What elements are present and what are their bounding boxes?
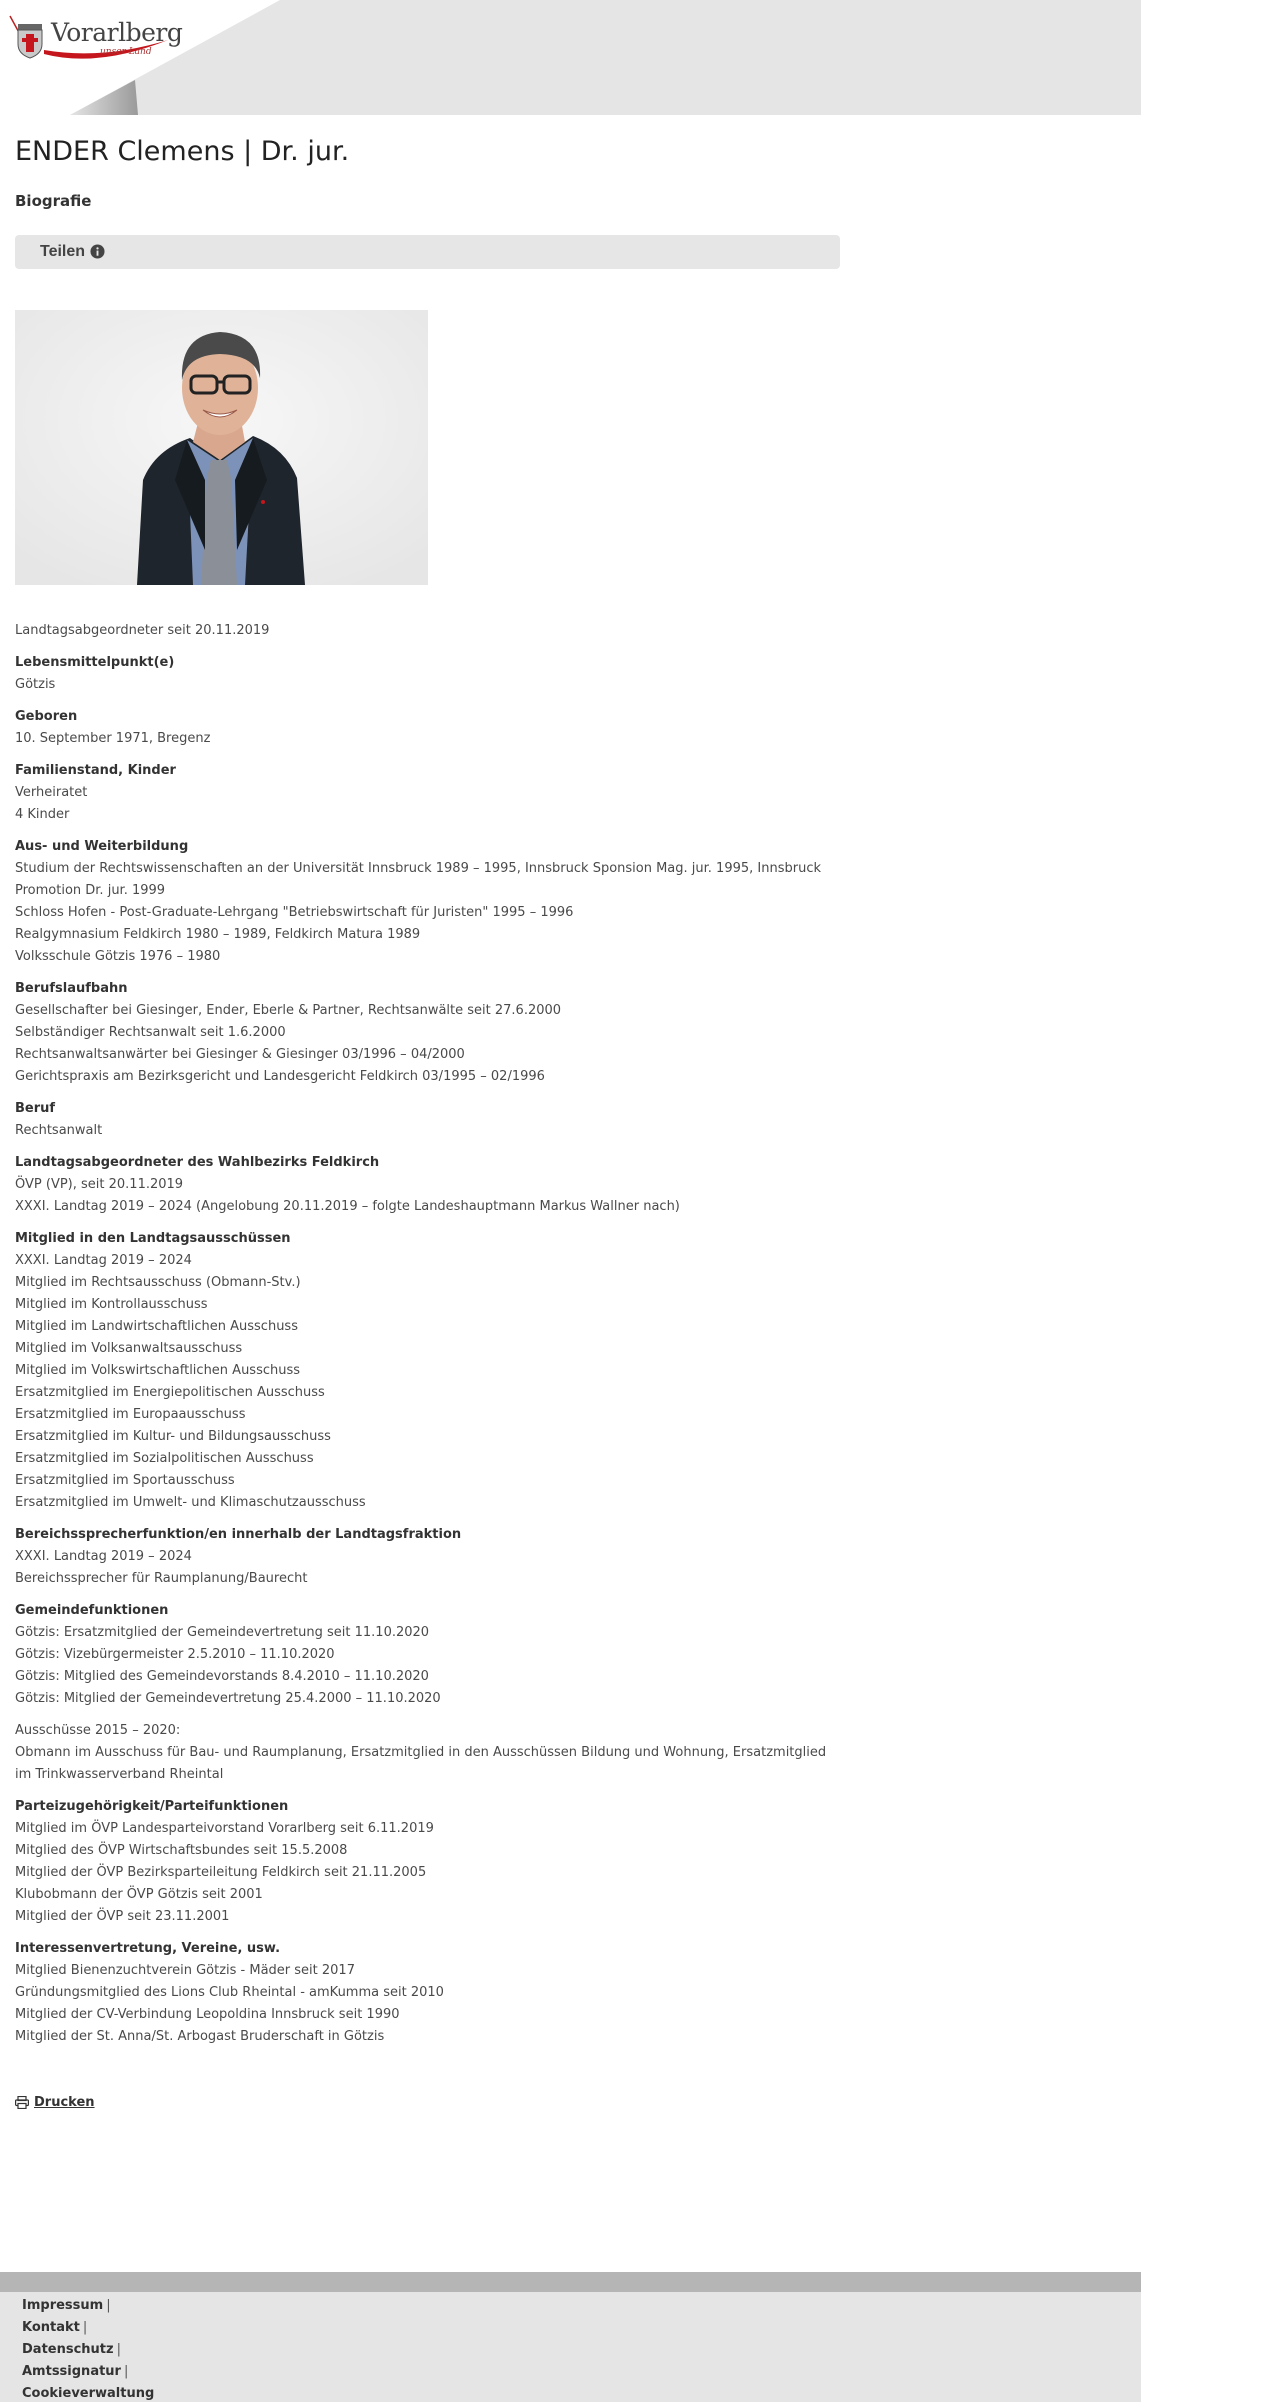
bio-line: Studium der Rechtswissenschaften an der Universität Innsbruck 1989 – 1995, Innsbruck Sponsion Mag. jur. 1995, Innsbruck Promotion Dr. jur. 1999 (15, 861, 822, 898)
bio-section-label: Geboren (15, 709, 78, 724)
footer-link-item (22, 2317, 154, 2339)
bio-line: Selbständiger Rechtsanwalt seit 1.6.2000 (15, 1025, 286, 1040)
bio-line: Ersatzmitglied im Europaausschuss (15, 1407, 246, 1422)
bio-line: Rechtsanwalt (15, 1123, 103, 1138)
biography-sections (15, 652, 845, 2048)
bio-line: Ersatzmitglied im Kultur- und Bildungsausschuss (15, 1429, 331, 1444)
logo-text: Vorarlberg (51, 18, 183, 47)
bio-line: Mitglied im Kontrollausschuss (15, 1297, 208, 1312)
bio-line: 10. September 1971, Bregenz (15, 731, 211, 746)
print-label[interactable]: Drucken (34, 2095, 95, 2110)
page-title: ENDER Clemens | Dr. jur. (15, 136, 350, 167)
footer-links (22, 2295, 154, 2405)
footer-separator: | (116, 2342, 121, 2357)
bio-section-label: Mitglied in den Landtagsausschüssen (15, 1231, 291, 1246)
bio-section (15, 1720, 845, 1786)
portrait-photo (15, 310, 428, 585)
share-bar[interactable] (15, 235, 840, 269)
bio-line: Gründungsmitglied des Lions Club Rheintal - amKumma seit 2010 (15, 1985, 444, 2000)
bio-line: ÖVP (VP), seit 20.11.2019 (15, 1177, 184, 1192)
bio-line: Mitglied im Volkswirtschaftlichen Ausschuss (15, 1363, 301, 1378)
footer-link-cookieverwaltung[interactable]: Cookieverwaltung (22, 2386, 155, 2401)
section-heading: Biografie (15, 192, 92, 210)
site-header (0, 0, 1141, 115)
bio-line: Volksschule Götzis 1976 – 1980 (15, 949, 221, 964)
footer-strip (0, 2272, 1141, 2292)
bio-line: XXXI. Landtag 2019 – 2024 (15, 1549, 192, 1564)
footer-separator: | (106, 2298, 111, 2313)
intro-text: Landtagsabgeordneter seit 20.11.2019 (15, 623, 270, 638)
bio-line: 4 Kinder (15, 807, 70, 822)
site-footer (0, 2292, 1141, 2402)
bio-line: Mitglied im Volksanwaltsausschuss (15, 1341, 243, 1356)
bio-line: Mitglied Bienenzuchtverein Götzis - Mäder seit 2017 (15, 1963, 355, 1978)
bio-section-label: Beruf (15, 1101, 56, 1116)
bio-line: Mitglied des ÖVP Wirtschaftsbundes seit 15.5.2008 (15, 1843, 348, 1858)
footer-link-datenschutz[interactable]: Datenschutz (22, 2342, 114, 2357)
bio-line: Mitglied im Rechtsausschuss (Obmann-Stv.) (15, 1275, 301, 1290)
share-label[interactable]: Teilen (40, 243, 86, 260)
bio-section (15, 1524, 845, 1590)
bio-line: Götzis: Ersatzmitglied der Gemeindevertretung seit 11.10.2020 (15, 1625, 430, 1640)
bio-line: XXXI. Landtag 2019 – 2024 (15, 1253, 192, 1268)
footer-separator: | (123, 2364, 129, 2379)
bio-section (15, 1098, 845, 1142)
bio-section (15, 760, 845, 826)
bio-line: Realgymnasium Feldkirch 1980 – 1989, Feldkirch Matura 1989 (15, 927, 421, 942)
bio-line: Ersatzmitglied im Umwelt- und Klimaschutzausschuss (15, 1495, 366, 1510)
bio-section (15, 1600, 845, 1710)
bio-line: Rechtsanwaltsanwärter bei Giesinger & Giesinger 03/1996 – 04/2000 (15, 1047, 465, 1062)
bio-section (15, 706, 845, 750)
bio-section-label: Bereichssprecherfunktion/en innerhalb der Landtagsfraktion (15, 1527, 462, 1542)
print-link[interactable] (15, 2095, 95, 2110)
bio-line: Obmann im Ausschuss für Bau- und Raumplanung, Ersatzmitglied in den Ausschüssen Bildung und Wohnung, Ersatzmitglied im Trinkwasserverband Rheintal (15, 1745, 827, 1782)
footer-link-kontakt[interactable]: Kontakt (22, 2320, 80, 2335)
bio-line: Mitglied im ÖVP Landesparteivorstand Vorarlberg seit 6.11.2019 (15, 1821, 434, 1836)
bio-line: Verheiratet (15, 785, 88, 800)
bio-section-label: Gemeindefunktionen (15, 1603, 169, 1618)
footer-separator: | (82, 2320, 88, 2335)
bio-line: Mitglied im Landwirtschaftlichen Ausschuss (15, 1319, 298, 1334)
bio-section (15, 836, 845, 968)
bio-line: Ersatzmitglied im Energiepolitischen Ausschuss (15, 1385, 325, 1400)
biography (15, 620, 845, 2058)
bio-line: Mitglied der St. Anna/St. Arbogast Bruderschaft in Götzis (15, 2029, 385, 2044)
bio-line: Götzis: Mitglied des Gemeindevorstands 8.4.2010 – 11.10.2020 (15, 1669, 429, 1684)
footer-link-amtssignatur[interactable]: Amtssignatur (22, 2364, 121, 2379)
bio-section-label: Familienstand, Kinder (15, 763, 176, 778)
footer-link-item (22, 2339, 154, 2361)
info-circle-icon[interactable] (90, 244, 105, 259)
bio-line: Mitglied der ÖVP seit 23.11.2001 (15, 1909, 230, 1924)
bio-section (15, 1938, 845, 2048)
bio-line: Mitglied der CV-Verbindung Leopoldina Innsbruck seit 1990 (15, 2007, 400, 2022)
portrait-image (15, 310, 428, 585)
bio-line: Götzis (15, 677, 56, 692)
footer-link-item (22, 2295, 154, 2317)
bio-section (15, 1228, 845, 1514)
bio-line: Ausschüsse 2015 – 2020: (15, 1723, 181, 1738)
bio-section (15, 978, 845, 1088)
bio-section (15, 1796, 845, 1928)
footer-link-impressum[interactable]: Impressum (22, 2298, 104, 2313)
bio-section-label: Interessenvertretung, Vereine, usw. (15, 1941, 281, 1956)
bio-line: Mitglied der ÖVP Bezirksparteileitung Feldkirch seit 21.11.2005 (15, 1865, 427, 1880)
bio-section (15, 652, 845, 696)
bio-section (15, 1152, 845, 1218)
bio-line: Gesellschafter bei Giesinger, Ender, Eberle & Partner, Rechtsanwälte seit 27.6.2000 (15, 1003, 562, 1018)
bio-line: XXXI. Landtag 2019 – 2024 (Angelobung 20.11.2019 – folgte Landeshauptmann Markus Wallner nach) (15, 1199, 680, 1214)
bio-line: Götzis: Mitglied der Gemeindevertretung 25.4.2000 – 11.10.2020 (15, 1691, 441, 1706)
bio-line: Bereichssprecher für Raumplanung/Baurecht (15, 1571, 308, 1586)
footer-link-item (22, 2361, 154, 2383)
printer-icon (15, 2096, 29, 2109)
logo-subtitle: unser Land (100, 47, 152, 57)
bio-section-label: Berufslaufbahn (15, 981, 128, 996)
bio-line: Gerichtspraxis am Bezirksgericht und Landesgericht Feldkirch 03/1995 – 02/1996 (15, 1069, 545, 1084)
bio-section-label: Parteizugehörigkeit/Parteifunktionen (15, 1799, 289, 1814)
bio-line: Ersatzmitglied im Sozialpolitischen Ausschuss (15, 1451, 314, 1466)
bio-line: Klubobmann der ÖVP Götzis seit 2001 (15, 1887, 263, 1902)
vorarlberg-logo[interactable] (8, 10, 183, 62)
bio-line: Götzis: Vizebürgermeister 2.5.2010 – 11.10.2020 (15, 1647, 335, 1662)
bio-section-label: Aus- und Weiterbildung (15, 839, 189, 854)
bio-section-label: Lebensmittelpunkt(e) (15, 655, 175, 670)
bio-line: Schloss Hofen - Post-Graduate-Lehrgang "Betriebswirtschaft für Juristen" 1995 – 1996 (15, 905, 574, 920)
bio-line: Ersatzmitglied im Sportausschuss (15, 1473, 235, 1488)
bio-section-label: Landtagsabgeordneter des Wahlbezirks Feldkirch (15, 1155, 380, 1170)
